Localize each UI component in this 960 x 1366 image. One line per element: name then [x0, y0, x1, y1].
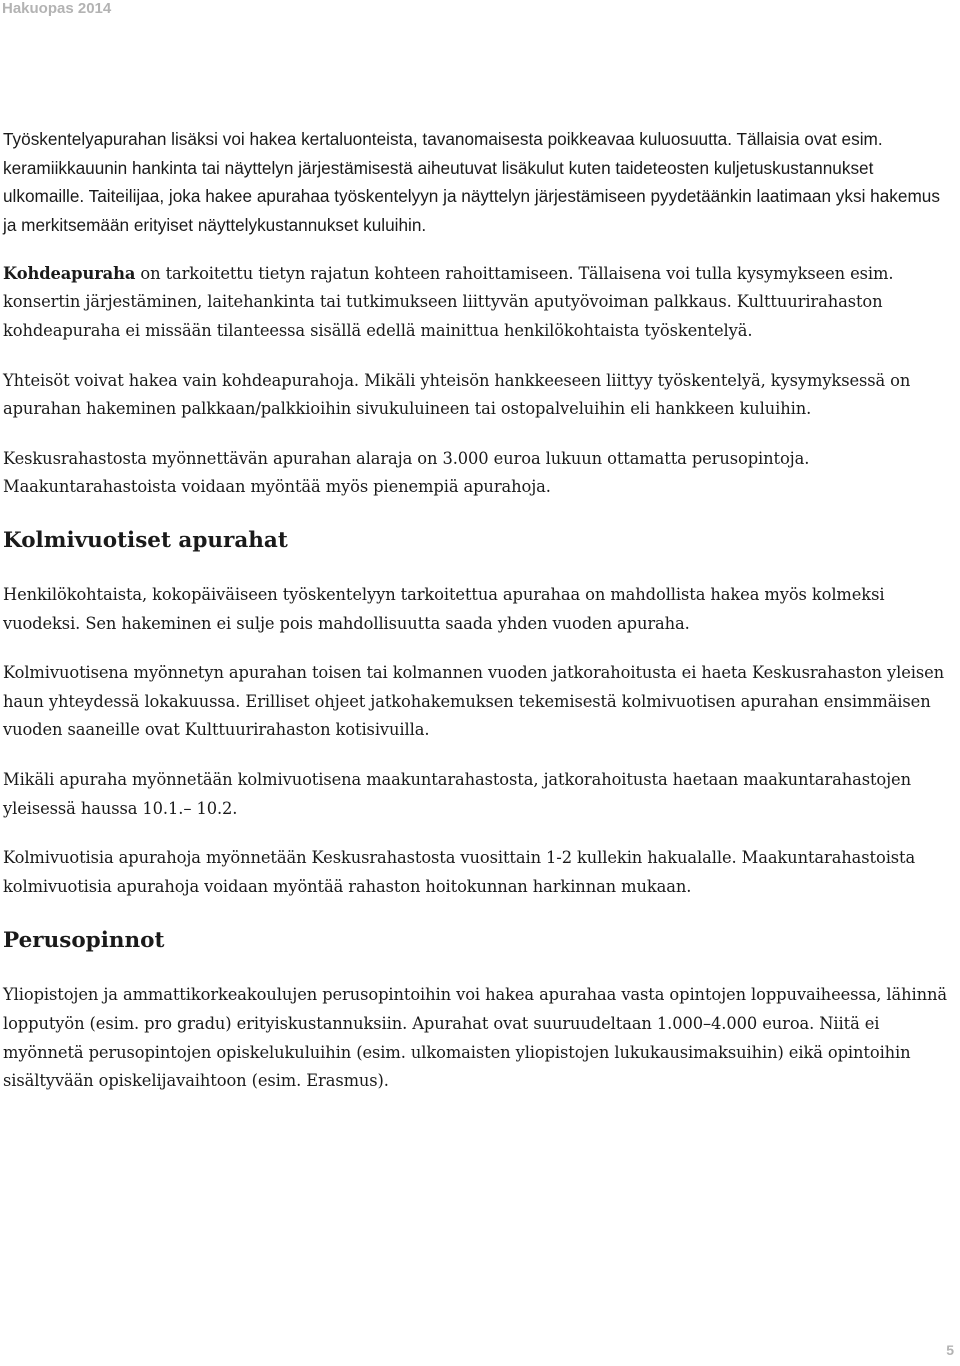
heading-kolmivuotiset-apurahat: Kolmivuotiset apurahat — [3, 527, 288, 553]
paragraph-kohdeapuraha-text: on tarkoitettu tietyn rajatun kohteen rahoittamiseen. Tällaisena voi tulla kysymykseen esim. konsertin järjestäminen, laitehankinta tai tutkimukseen liittyvän aputyövoiman palkkaus. Kulttuurirahaston kohdeapuraha ei missään tilanteessa sisällä edellä mainittua henkilökohtaista työskentelyä. — [3, 263, 894, 340]
page-number: 5 — [946, 1342, 954, 1358]
heading-perusopinnot: Perusopinnot — [3, 928, 165, 954]
page-content — [3, 125, 955, 1117]
term-kohdeapuraha: Kohdeapuraha — [3, 263, 136, 283]
paragraph-kolmivuotiset-2: Kolmivuotisena myönnetyn apurahan toisen tai kolmannen vuoden jatkorahoitusta ei haeta Keskusrahaston yleisen haun yhteydessä lokakuussa. Erilliset ohjeet jatkohakemuksen tekemisestä kolmivuotisen apurahan ensimmäisen vuoden saaneille ovat Kulttuurirahaston kotisivuilla. — [3, 663, 945, 740]
paragraph-lisakulut: Työskentelyapurahan lisäksi voi hakea kertaluonteista, tavanomaisesta poikkeavaa kuluosuutta. Tällaisia ovat esim. keramiikkauunin hankinta tai näyttelyn järjestämisestä aiheutuvat lisäkulut kuten taideteosten kuljetuskustannukset ulkomaille. Taiteilijaa, joka hakee apurahaa työskentelyyn ja näyttelyn järjestämiseen pyydetäänkin laatimaan yksi hakemus ja merkitsemään erityiset näyttelykustannukset kuluihin. — [3, 129, 940, 236]
running-header-title: Hakuopas 2014 — [2, 0, 112, 17]
paragraph-perusopinnot: Yliopistojen ja ammattikorkeakoulujen perusopintoihin voi hakea apurahaa vasta opintojen loppuvaiheessa, lähinnä lopputyön (esim. pro gradu) erityiskustannuksiin. Apurahat ovat suuruudeltaan 1.000–4.000 euroa. Niitä ei myönnetä perusopintojen opiskelukuluihin (esim. ulkomaisten yliopistojen lukukausimaksuihin) eikä opintoihin sisältyvään opiskelijavaihtoon (esim. Erasmus). — [3, 985, 947, 1091]
paragraph-alaraja: Keskusrahastosta myönnettävän apurahan alaraja on 3.000 euroa lukuun ottamatta perusopintoja. Maakuntarahastoista voidaan myöntää myös pienempiä apurahoja. — [3, 448, 810, 497]
paragraph-kohdeapuraha — [3, 260, 955, 346]
paragraph-kolmivuotiset-3: Mikäli apuraha myönnetään kolmivuotisena maakuntarahastosta, jatkorahoitusta haetaan maakuntarahastojen yleisessä haussa 10.1.– 10.2. — [3, 769, 911, 818]
paragraph-yhteisot: Yhteisöt voivat hakea vain kohdeapurahoja. Mikäli yhteisön hankkeeseen liittyy työskentelyä, kysymyksessä on apurahan hakeminen palkkaan/palkkioihin sivukuluineen tai ostopalveluihin eli hankkeen kuluihin. — [3, 370, 911, 419]
paragraph-kolmivuotiset-1: Henkilökohtaista, kokopäiväiseen työskentelyyn tarkoitettua apurahaa on mahdollista hakea myös kolmeksi vuodeksi. Sen hakeminen ei sulje pois mahdollisuutta saada yhden vuoden apuraha. — [3, 584, 885, 633]
paragraph-kolmivuotiset-4: Kolmivuotisia apurahoja myönnetään Keskusrahastosta vuosittain 1-2 kullekin hakualalle. Maakuntarahastoista kolmivuotisia apurahoja voidaan myöntää rahaston hoitokunnan harkinnan mukaan. — [3, 848, 916, 896]
